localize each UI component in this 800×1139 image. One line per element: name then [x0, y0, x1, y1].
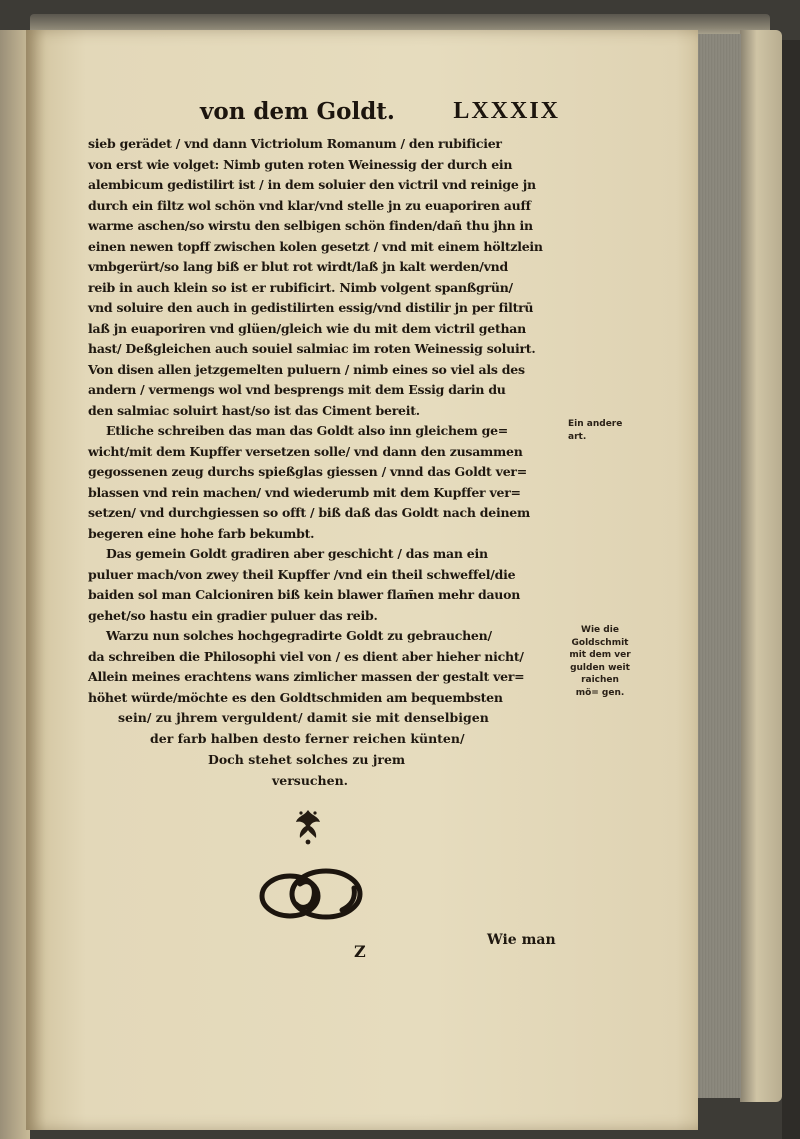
margin-note: Wie die Goldschmit mit dem ver gulden weit raichen mö= gen.: [569, 625, 631, 698]
text-line: einen newen topff zwischen kolen gesetzt / vnd mit einem höltzlein: [88, 238, 543, 254]
text-line: höhet würde/möchte es den Goldtschmiden am bequembsten: [88, 689, 503, 705]
text-line: puluer mach/von zwey theil Kupffer /vnd ein theil schweffel/die: [88, 566, 516, 582]
text-line: baiden sol man Calcioniren biß kein blawer flam̄en mehr dauon: [88, 587, 521, 602]
text-line: laß jn euaporiren vnd glüen/gleich wie du mit dem victril gethan: [88, 320, 526, 336]
text-line: blassen vnd rein machen/ vnd wiederumb mit dem Kupffer ver=: [88, 484, 521, 500]
knot-ornament: [256, 866, 368, 922]
catchword: Wie man: [487, 932, 556, 948]
running-title: von dem Goldt.: [200, 98, 395, 125]
tail-line: Doch stehet solches zu jrem: [208, 752, 406, 767]
text-line: Von disen allen jetzgemelten puluern / nimb eines so viel als des: [88, 361, 525, 377]
text-line: begeren eine hohe farb bekumbt.: [88, 525, 315, 541]
text-line: sieb gerädet / vnd dann Victriolum Romanum / den rubificier: [88, 136, 502, 151]
text-line: warme aschen/so wirstu den selbigen schön finden/dañ thu jhn in: [88, 218, 533, 233]
text-line: vnd soluire den auch in gedistilirten essig/vnd distilir jn per filtrū: [88, 300, 534, 315]
text-line: Allein meines erachtens wans zimlicher massen der gestalt ver=: [88, 669, 525, 684]
text-line: gehet/so hastu ein gradier puluer das reib.: [88, 607, 378, 623]
text-line: setzen/ vnd durchgiessen so offt / biß daß das Goldt nach deinem: [88, 505, 530, 520]
folio-number: LXXXIX: [453, 98, 560, 124]
text-line: von erst wie volget: Nimb guten roten Weinessig der durch ein: [88, 156, 513, 172]
text-line: den salmiac soluirt hast/so ist das Ciment bereit.: [88, 402, 420, 418]
text-line: Etliche schreiben das man das Goldt also inn gleichem ge=: [106, 423, 508, 438]
text-line: hast/ Deßgleichen auch souiel salmiac im roten Weinessig soluirt.: [88, 341, 536, 356]
margin-note: Ein andere art.: [568, 419, 623, 442]
running-head: [200, 98, 560, 132]
text-line: durch ein filtz wol schön vnd klar/vnd stelle jn zu euaporiren auff: [88, 197, 531, 213]
tail-line: versuchen.: [272, 773, 349, 788]
binding-board: [740, 30, 782, 1102]
tail-line: sein/ zu jhrem verguldent/ damit sie mit denselbigen: [118, 710, 489, 725]
text-line: gegossenen zeug durchs spießglas giessen / vnnd das Goldt ver=: [88, 464, 527, 479]
body-text: [88, 134, 560, 708]
fleuron-ornament: [290, 806, 326, 846]
text-line: wicht/mit dem Kupffer versetzen solle/ vnd dann den zusammen: [88, 443, 523, 459]
signature-mark: Z: [354, 942, 366, 961]
text-line: da schreiben die Philosophi viel von / es dient aber hieher nicht/: [88, 648, 524, 664]
text-line: vmbgerürt/so lang biß er blut rot wirdt/laß jn kalt werden/vnd: [88, 259, 508, 274]
text-line: Warzu nun solches hochgegradirte Goldt zu gebrauchen/: [106, 628, 492, 643]
binding-shadow: [782, 40, 800, 1139]
text-line: alembicum gedistilirt ist / in dem soluier den victril vnd reinige jn: [88, 177, 536, 192]
text-line: Das gemein Goldt gradiren aber geschicht / das man ein: [106, 546, 488, 561]
tail-line: der farb halben desto ferner reichen künten/: [150, 731, 465, 746]
text-line: andern / vermengs wol vnd besprengs mit dem Essig darin du: [88, 382, 506, 397]
text-line: reib in auch klein so ist er rubificirt. Nimb volgent spanßgrün/: [88, 279, 513, 295]
